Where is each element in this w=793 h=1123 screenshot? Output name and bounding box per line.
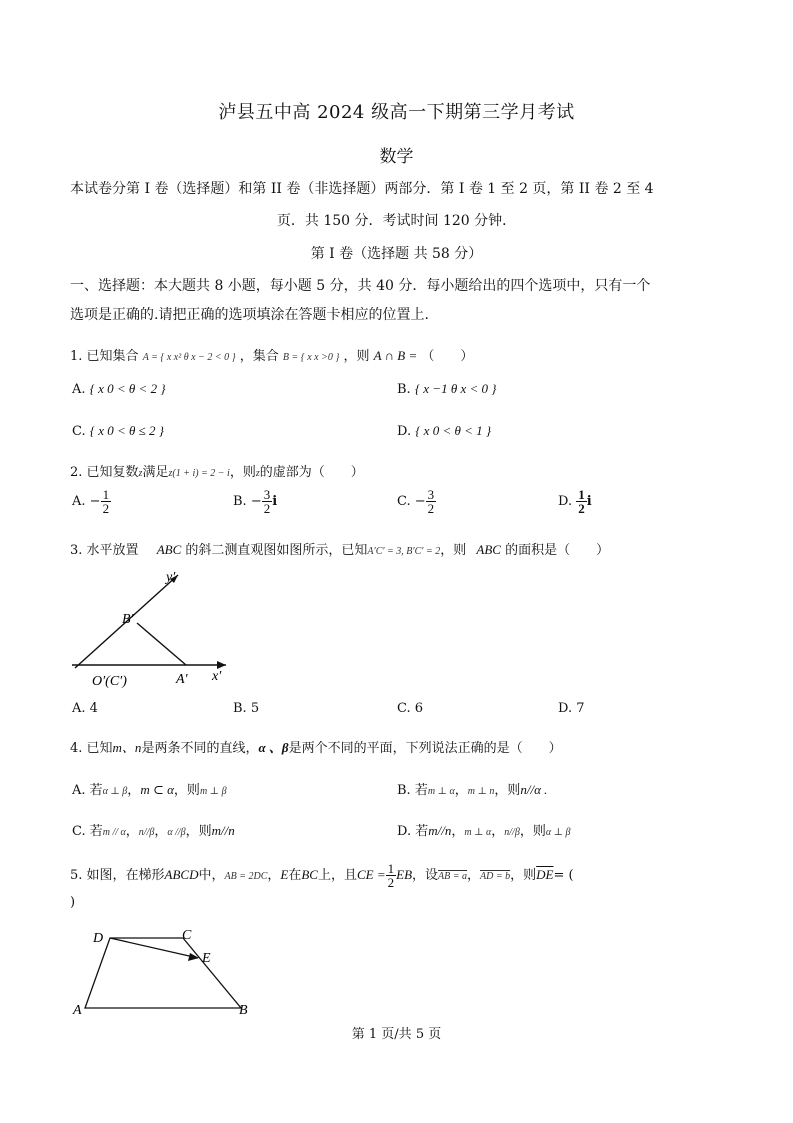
option-label: A. <box>72 382 86 397</box>
question-2 <box>70 461 364 480</box>
point-b-label: B′ <box>122 612 134 627</box>
fraction <box>262 488 273 515</box>
option-label: C. <box>397 494 411 509</box>
q3-option-a: A. 4 <box>72 701 98 716</box>
page-number: 第 1 页/共 5 页 <box>351 1027 442 1042</box>
q1-paren: （ ） <box>421 349 474 364</box>
numerator: 1 <box>387 861 395 876</box>
q3-abc: ABC <box>156 542 182 557</box>
result: m//n <box>211 823 235 838</box>
sep: ， <box>125 824 139 839</box>
subject-title: 数学 <box>379 147 414 167</box>
q4-option-a <box>72 779 227 798</box>
sep: ， <box>127 783 141 798</box>
question-1 <box>70 345 473 364</box>
option-sign: − <box>89 494 101 509</box>
question-3 <box>70 539 609 558</box>
point-e-label: E <box>202 951 211 966</box>
option-label: D. 若 <box>397 824 429 839</box>
option-label: B. <box>233 494 247 509</box>
q5-sep: ， <box>467 868 481 883</box>
q1-suffix: ，则 <box>343 349 370 364</box>
numerator: 1 <box>578 487 585 502</box>
vector-de-arrow <box>188 953 199 961</box>
y-axis-label: y′ <box>166 570 176 585</box>
q2-z: z <box>138 468 143 479</box>
option-label: D. <box>397 424 412 439</box>
option-sign: − <box>414 494 426 509</box>
q5-mid-3: 在 <box>288 868 302 883</box>
point-c-label: C <box>182 928 192 943</box>
option-value: { x 0 < θ < 1 } <box>415 423 492 438</box>
q3-prefix: 3. 水平放置 <box>70 543 139 558</box>
q4-lines: m、n <box>112 740 142 755</box>
q4-option-c <box>72 820 235 839</box>
oblique-projection-figure <box>60 565 250 695</box>
sep: ， <box>451 824 465 839</box>
q2-tail: 的虚部为（ ） <box>259 465 364 480</box>
q1-expr: A ∩ B = <box>373 348 418 363</box>
q4-option-b <box>397 779 547 798</box>
option-value: { x 0 < θ < 2 } <box>89 381 166 396</box>
q3-option-b: B. 5 <box>233 701 260 716</box>
intro-line-1: 本试卷分第 I 卷（选择题）和第 II 卷（非选择题）两部分．第 I 卷 1 至 2 页，第 II 卷 2 至 4 <box>70 181 654 197</box>
q2-option-d <box>558 488 592 515</box>
numerator: 3 <box>263 487 271 502</box>
q1-option-a <box>72 381 166 397</box>
cond-3: n//β <box>504 827 520 838</box>
question-5 <box>70 862 574 889</box>
q1-option-b <box>397 381 496 397</box>
q5-ce: CE = <box>357 867 386 882</box>
q2-mid: 满足 <box>142 465 169 480</box>
q5-eq: AB = 2DC <box>224 871 268 882</box>
q5-e: E <box>280 867 289 882</box>
intro-line-2: 页．共 150 分．考试时间 120 分钟． <box>276 213 517 229</box>
option-label: C. 若 <box>72 824 103 839</box>
option-label: B. 若 <box>397 783 428 798</box>
denominator: 2 <box>263 501 271 516</box>
q3-tail: 的面积是（ ） <box>505 543 610 558</box>
option-sign: − <box>250 494 262 509</box>
q2-equation: z(1 + i) = 2 − i <box>168 468 230 479</box>
section-instructions-1: 一、选择题：本大题共 8 小题，每小题 5 分，共 40 分．每小题给出的四个选项中，只有一个 <box>70 278 651 294</box>
q1-option-d <box>397 423 491 439</box>
imag-unit: i <box>272 494 278 509</box>
sep: ， <box>154 824 168 839</box>
cond-1: α ⊥ β <box>102 786 128 797</box>
cond-2: m ⊥ n <box>467 786 495 797</box>
option-label: C. <box>72 424 86 439</box>
imag-unit: i <box>586 494 592 509</box>
denominator: 2 <box>427 501 435 516</box>
denominator: 2 <box>578 501 585 516</box>
q2-option-b <box>233 488 277 515</box>
then: ，则 <box>185 824 212 839</box>
q4-planes: α 、β <box>258 740 289 755</box>
q3-mid-2: ，则 <box>440 543 467 558</box>
q4-prefix: 4. 已知 <box>70 741 113 756</box>
q5-close-paren: ) <box>70 895 76 910</box>
q2-prefix: 2. 已知复数 <box>70 465 139 480</box>
q1-prefix: 1. 已知集合 <box>70 349 139 364</box>
numerator: 3 <box>427 487 435 502</box>
origin-label: O′(C′) <box>92 674 127 689</box>
option-value: { x −1 θ x < 0 } <box>414 381 497 396</box>
sep: ， <box>454 783 468 798</box>
trapezoid-figure <box>65 925 265 1020</box>
q2-suffix: ，则 <box>229 465 256 480</box>
fraction <box>426 488 437 515</box>
fraction <box>386 862 397 889</box>
q1-option-c <box>72 423 164 439</box>
q3-given: A′C′ = 3, B′C′ = 2 <box>367 546 441 557</box>
q3-mid: 的斜二测直观图如图所示，已知 <box>185 543 368 558</box>
cond-1: m ⊥ α <box>427 786 455 797</box>
point-a-label: A <box>73 1003 82 1018</box>
q5-prefix: 5. 如图，在梯形 <box>70 868 165 883</box>
q1-set-b: B = { x x >0 } <box>282 352 340 363</box>
q5-eb: EB <box>396 867 413 882</box>
q5-vector-de: $\overline{DE}$ <box>536 867 554 882</box>
q5-tail: = ( <box>553 868 574 883</box>
denominator: 2 <box>387 875 395 890</box>
q4-tail: 是两个不同的平面，下列说法正确的是（ ） <box>288 741 562 756</box>
question-4 <box>70 737 562 756</box>
point-d-label: D <box>93 931 104 946</box>
result: n//α . <box>520 782 548 797</box>
fraction <box>101 488 112 515</box>
q3-abc-2: ABC <box>476 542 501 557</box>
cond-3: α //β <box>167 827 186 838</box>
cond-2: m ⊂ α <box>140 782 174 797</box>
result: m ⊥ β <box>199 786 227 797</box>
sep: ， <box>491 824 505 839</box>
segment-b-a <box>137 623 186 665</box>
q2-z-2: z <box>255 468 260 479</box>
then: ，则 <box>173 783 200 798</box>
then: ，则 <box>494 783 521 798</box>
section-instructions-2: 选项是正确的.请把正确的选项填涂在答题卡相应的位置上. <box>70 307 429 323</box>
q5-then: ，则 <box>510 868 537 883</box>
option-value: { x 0 < θ ≤ 2 } <box>89 423 164 438</box>
option-label: A. 若 <box>72 783 103 798</box>
q3-option-d: D. 7 <box>558 701 585 716</box>
cond-2: m ⊥ α <box>464 827 492 838</box>
option-label: B. <box>397 382 411 397</box>
q5-vector-a: AB = a <box>438 871 468 882</box>
q2-option-c <box>397 488 436 515</box>
option-label: D. <box>558 494 573 509</box>
q5-abcd: ABCD <box>164 867 199 882</box>
result: α ⊥ β <box>545 827 571 838</box>
x-axis-label: x′ <box>212 669 222 684</box>
q4-mid: 是两条不同的直线， <box>141 741 259 756</box>
point-a-label: A′ <box>176 672 188 687</box>
cond-1: m // α <box>102 827 126 838</box>
q4-option-d <box>397 820 570 839</box>
option-label: A. <box>72 494 86 509</box>
q5-mid-2: ， <box>267 868 281 883</box>
q2-option-a <box>72 488 111 515</box>
denominator: 2 <box>102 501 110 516</box>
fraction <box>576 488 587 515</box>
q1-mid: ，集合 <box>239 349 279 364</box>
cond-1: m//n <box>428 823 452 838</box>
exam-title: 泸县五中高 2024 级高一下期第三学月考试 <box>218 102 575 123</box>
q1-set-a: A = { x x² θ x − 2 < 0 } <box>142 352 236 363</box>
cond-2: n//β <box>138 827 155 838</box>
trapezoid-abcd <box>85 938 241 1008</box>
q5-mid-5: ，设 <box>412 868 439 883</box>
q5-mid-4: 上，且 <box>317 868 357 883</box>
q5-vector-b: AD = b <box>480 871 511 882</box>
point-b-label: B <box>239 1003 248 1018</box>
numerator: 1 <box>102 487 110 502</box>
x-axis-arrow <box>217 661 226 669</box>
q3-option-c: C. 6 <box>397 701 424 716</box>
volume-heading: 第 I 卷（选择题 共 58 分） <box>310 246 483 262</box>
then: ，则 <box>519 824 546 839</box>
q5-bc: BC <box>301 867 318 882</box>
q5-mid: 中， <box>198 868 225 883</box>
